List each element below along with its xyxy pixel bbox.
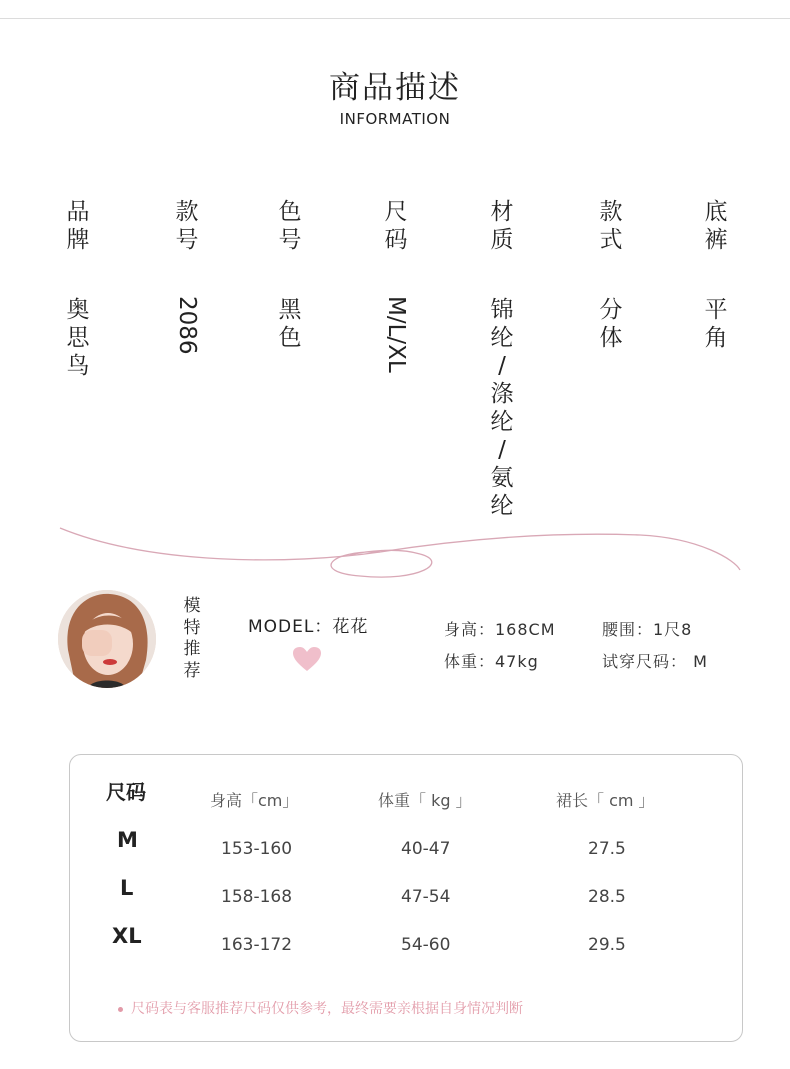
size-note-text: 尺码表与客服推荐尺码仅供参考，最终需要亲根据自身情况判断 bbox=[131, 1001, 523, 1017]
info-column-label: 底 裤 bbox=[704, 199, 728, 253]
info-column-value: 奥 思 鸟 bbox=[66, 297, 90, 379]
info-column-value: 2086 bbox=[174, 296, 200, 355]
decorative-swirl bbox=[0, 510, 790, 590]
table-row-size: XL bbox=[112, 924, 142, 948]
info-column-value: 锦 纶 / 涤 纶 / 氨 纶 bbox=[490, 297, 514, 519]
info-column-value: 分 体 bbox=[599, 297, 623, 351]
size-column-header: 尺码 bbox=[106, 780, 146, 804]
size-note bbox=[118, 998, 523, 1018]
table-row-length: 29.5 bbox=[588, 935, 626, 955]
model-height: 身高：168CM bbox=[444, 620, 556, 639]
table-row-weight: 47-54 bbox=[401, 887, 451, 907]
model-waist: 腰围：1尺8 bbox=[602, 620, 693, 639]
table-row-size: L bbox=[120, 876, 134, 900]
table-row-length: 27.5 bbox=[588, 839, 626, 859]
info-column-value: M/L/XL bbox=[383, 296, 409, 373]
table-row-height: 158-168 bbox=[221, 887, 293, 907]
table-row-weight: 54-60 bbox=[401, 935, 451, 955]
info-column-label: 款 号 bbox=[175, 199, 199, 253]
info-column-value: 平 角 bbox=[704, 297, 728, 351]
page-subtitle: INFORMATION bbox=[339, 110, 451, 128]
length-column-header: 裙长「 cm 」 bbox=[556, 791, 655, 810]
heart-icon bbox=[292, 646, 322, 672]
info-column-label: 尺 码 bbox=[384, 199, 408, 253]
height-column-header: 身高「cm」 bbox=[210, 791, 299, 810]
bullet-dot-icon bbox=[118, 1007, 123, 1012]
table-row-length: 28.5 bbox=[588, 887, 626, 907]
info-column-label: 款 式 bbox=[599, 199, 623, 253]
info-column-label: 品 牌 bbox=[66, 199, 90, 253]
info-column-label: 色 号 bbox=[278, 199, 302, 253]
model-trial-size: 试穿尺码： M bbox=[602, 652, 708, 671]
table-row-height: 163-172 bbox=[221, 935, 293, 955]
model-avatar bbox=[58, 590, 156, 688]
size-table bbox=[69, 754, 743, 1042]
table-row-height: 153-160 bbox=[221, 839, 293, 859]
weight-column-header: 体重「 kg 」 bbox=[378, 791, 472, 810]
top-divider bbox=[0, 18, 790, 19]
table-row-size: M bbox=[117, 828, 138, 852]
info-column-value: 黑 色 bbox=[278, 297, 302, 351]
model-weight: 体重：47kg bbox=[444, 652, 539, 671]
model-recommend-label: 模 特 推 荐 bbox=[183, 596, 201, 681]
info-column-label: 材 质 bbox=[490, 199, 514, 253]
model-name: MODEL：花花 bbox=[248, 617, 369, 637]
table-row-weight: 40-47 bbox=[401, 839, 451, 859]
page-title: 商品描述 bbox=[329, 70, 461, 106]
